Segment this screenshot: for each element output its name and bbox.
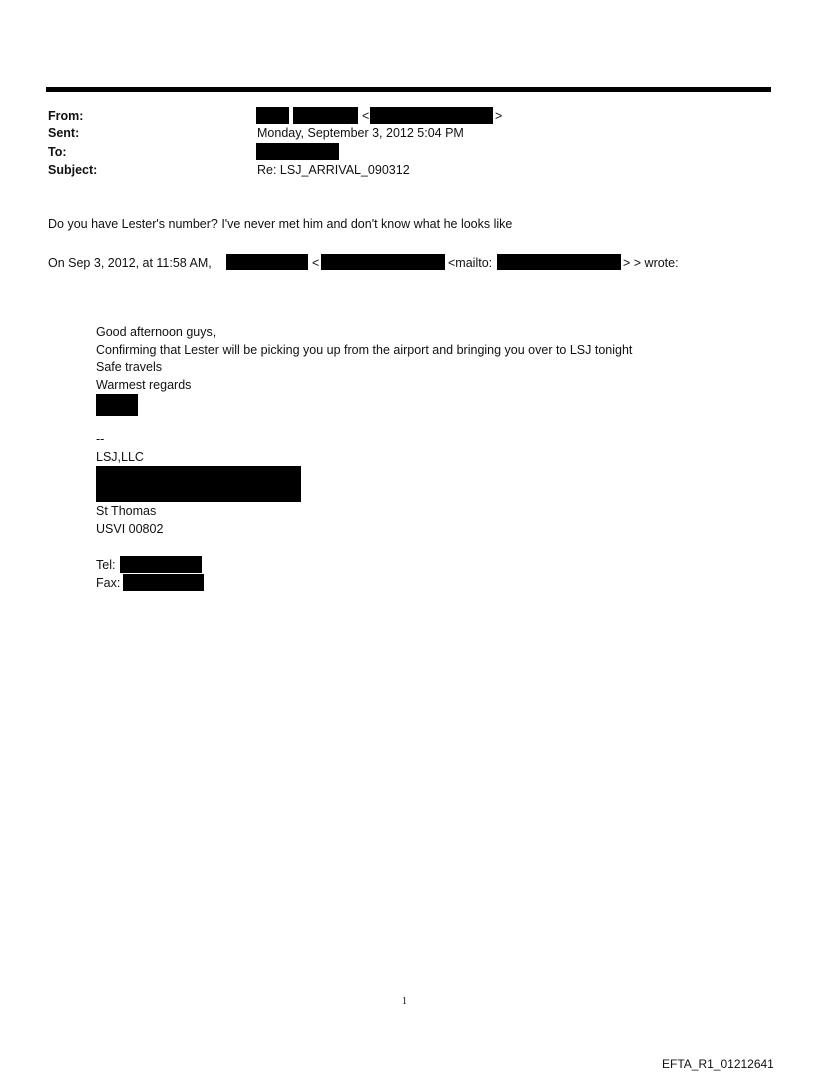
fax-label: Fax: [96, 576, 121, 590]
redacted-fax [123, 574, 204, 591]
redacted-from-email [370, 107, 493, 124]
redacted-from-last [293, 107, 358, 124]
redacted-sig-address [96, 466, 301, 502]
sig-company: LSJ,LLC [96, 450, 144, 464]
tel-label: Tel: [96, 558, 116, 572]
redacted-to [256, 143, 339, 160]
message-line-1: Confirming that Lester will be picking you up from the airport and bringing you over to LSJ tonight [96, 343, 633, 357]
redacted-quote-email [321, 254, 445, 270]
redacted-signature-name [96, 394, 138, 416]
quote-prefix: On Sep 3, 2012, at 11:58 AM, [48, 256, 212, 270]
sig-city: St Thomas [96, 504, 157, 518]
from-lt: < [362, 109, 370, 123]
reply-text: Do you have Lester's number? I've never met him and don't know what he looks like [48, 217, 513, 231]
greeting: Good afternoon guys, [96, 325, 217, 339]
from-label: From: [48, 109, 84, 123]
sig-dash: -- [96, 432, 105, 446]
subject-value: Re: LSJ_ARRIVAL_090312 [257, 163, 410, 177]
header-rule [46, 87, 771, 92]
message-line-3: Warmest regards [96, 378, 192, 392]
redacted-quote-mailto [497, 254, 621, 270]
sig-zip: USVI 00802 [96, 522, 164, 536]
quote-mailto: <mailto: [448, 256, 493, 270]
sent-value: Monday, September 3, 2012 5:04 PM [257, 126, 464, 140]
subject-label: Subject: [48, 163, 98, 177]
sent-label: Sent: [48, 126, 80, 140]
document-id: EFTA_R1_01212641 [662, 1057, 774, 1071]
redacted-tel [120, 556, 202, 573]
page-number: 1 [402, 996, 407, 1007]
message-line-2: Safe travels [96, 360, 163, 374]
from-gt: > [495, 109, 503, 123]
to-label: To: [48, 145, 67, 159]
quote-suffix: > > wrote: [623, 256, 679, 270]
quote-lt: < [312, 256, 320, 270]
redacted-from-first [256, 107, 289, 124]
redacted-quote-name [226, 254, 308, 270]
